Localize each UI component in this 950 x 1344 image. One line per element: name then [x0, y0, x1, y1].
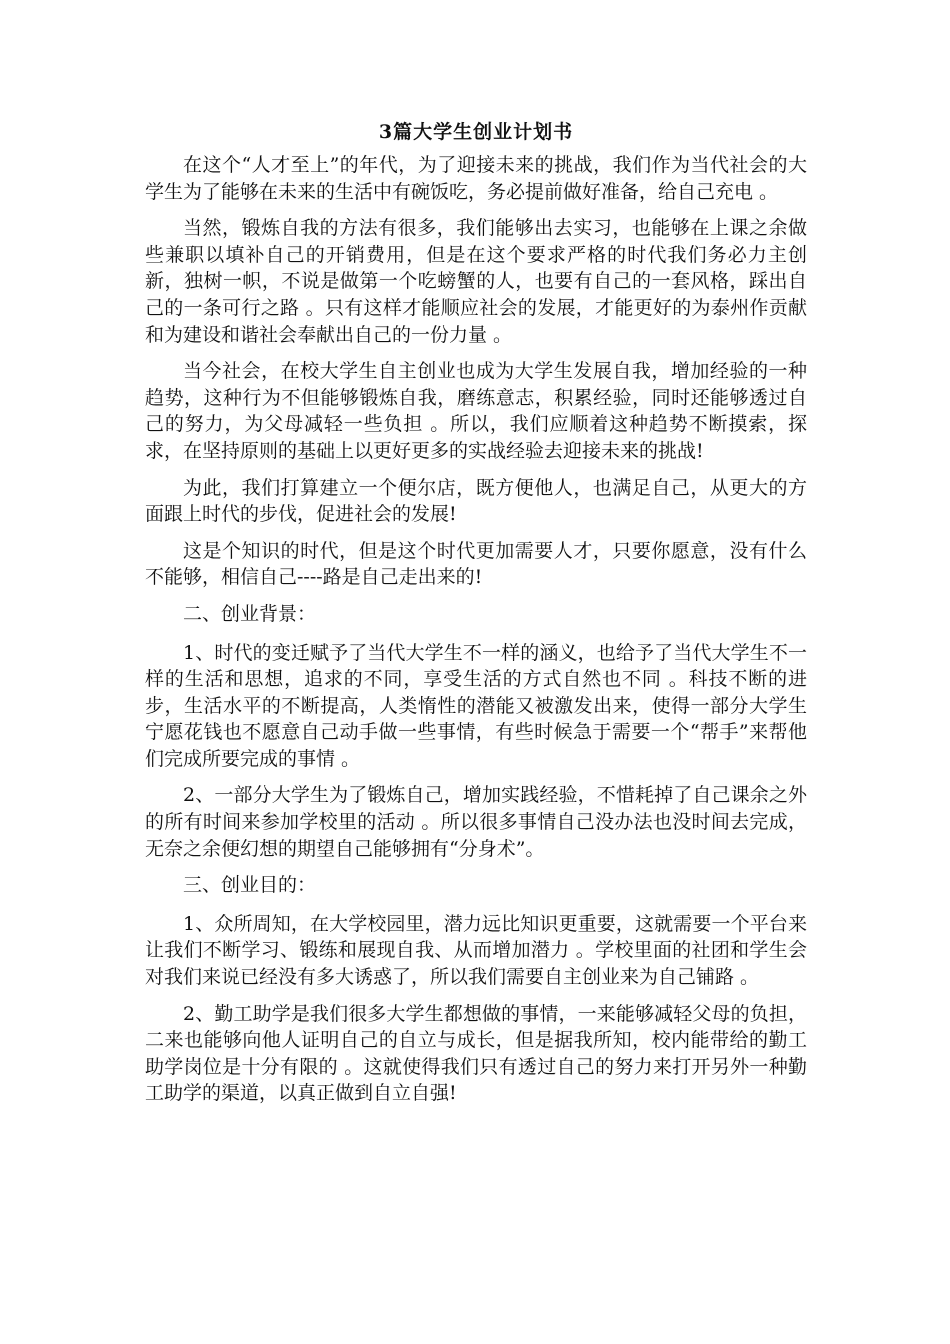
section-heading-purpose: 三、创业目的：: [183, 874, 317, 897]
paragraph: 当然，锻炼自我的方法有很多，我们能够出去实习，也能够在上课之余做些兼职以填补自己的开销费用，但是在这个要求严格的时代我们务必力主创新，独树一帜，不说是做第一个吃螃蟹的人，也要有自己的一套风格，踩出自己的一条可行之路 。只有这样才能顺应社会的发展，才能更好的为泰州作贡献和为建设和谐社会奉献出自己的一份力量 。: [145, 217, 807, 346]
paragraph: 1、众所周知，在大学校园里，潜力远比知识更重要，这就需要一个平台来让我们不断学习、锻练和展现自我、从而增加潜力 。学校里面的社团和学生会对我们来说已经没有多大诱惑了，所以我们需要自主创业来为自己铺路 。: [145, 912, 807, 989]
paragraph: 2、一部分大学生为了锻炼自己，增加实践经验，不惜耗掉了自己课余之外的所有时间来参加学校里的活动 。所以很多事情自己没办法也没时间去完成，无奈之余便幻想的期望自己能够拥有“分身术”。: [145, 784, 807, 860]
paragraph: 为此，我们打算建立一个便尔店，既方便他人，也满足自己，从更大的方面跟上时代的步伐，促进社会的发展!: [145, 476, 807, 526]
paragraph: 当今社会，在校大学生自主创业也成为大学生发展自我，增加经验的一种趋势，这种行为不但能够锻炼自我，磨练意志，积累经验，同时还能够透过自己的努力，为父母减轻一些负担 。所以，我们应顺着这种趋势不断摸索，探求，在坚持原则的基础上以更好更多的实战经验去迎接未来的挑战!: [145, 360, 807, 462]
paragraph: 在这个“人才至上”的年代，为了迎接未来的挑战，我们作为当代社会的大学生为了能够在未来的生活中有碗饭吃，务必提前做好准备，给自己充电 。: [145, 154, 807, 203]
paragraph: 2、勤工助学是我们很多大学生都想做的事情，一来能够减轻父母的负担，二来也能够向他人证明自己的自立与成长，但是据我所知，校内能带给的勤工助学岗位是十分有限的 。这就使得我们只有透过自己的努力来打开另外一种勤工助学的渠道，以真正做到自立自强!: [145, 1002, 807, 1105]
document-title: 3篇大学生创业计划书: [378, 121, 574, 143]
document-body: [145, 118, 807, 1117]
paragraph: 这是个知识的时代，但是这个时代更加需要人才，只要你愿意，没有什么不能够，相信自己----路是自己走出来的!: [145, 539, 807, 589]
paragraph: 1、时代的变迁赋予了当代大学生不一样的涵义，也给予了当代大学生不一样的生活和思想，追求的不同，享受生活的方式自然也不同 。科技不断的进步，生活水平的不断提高，人类惰性的潜能又被激发出来，使得一部分大学生宁愿花钱也不愿意自己动手做一些事情，有些时候急于需要一个“帮手”来帮他们完成所要完成的事情 。: [145, 641, 807, 770]
section-heading-background: 二、创业背景：: [183, 602, 317, 625]
